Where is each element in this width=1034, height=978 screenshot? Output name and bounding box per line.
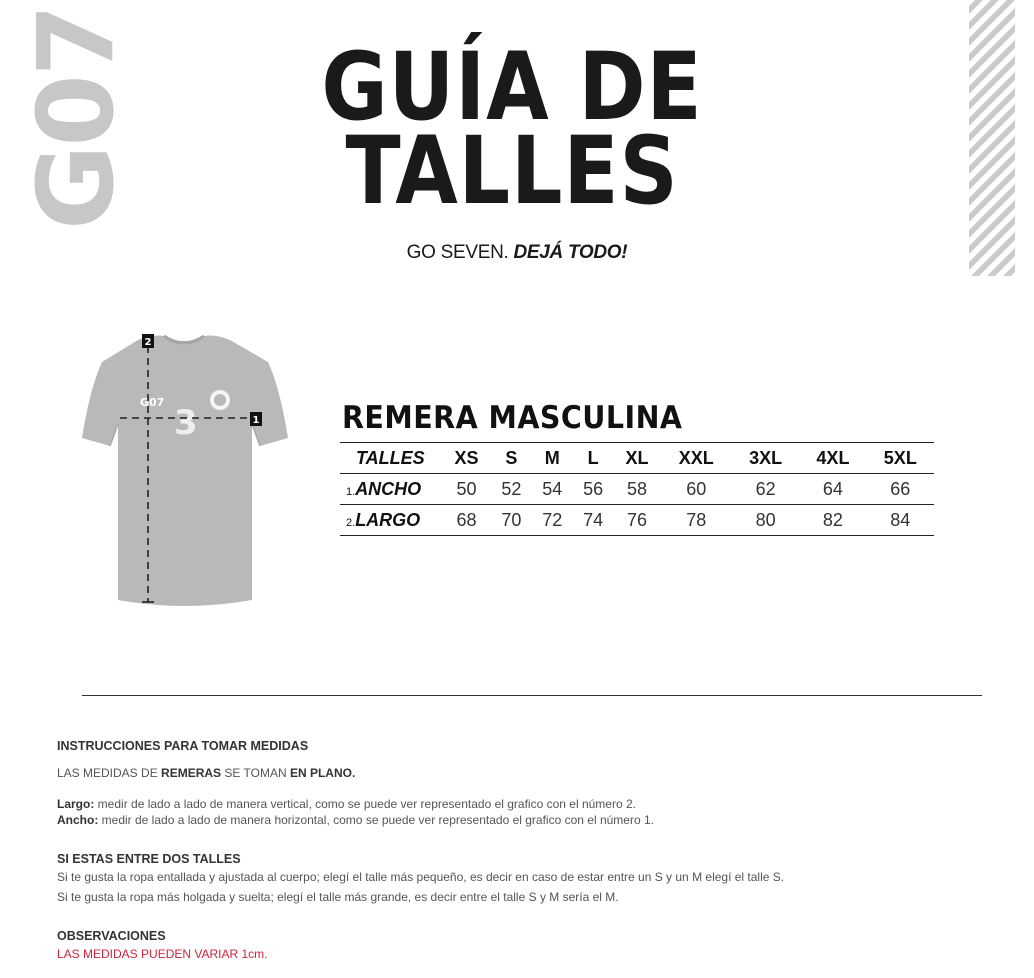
decorative-stripes — [969, 0, 1015, 276]
slogan-plain: GO SEVEN. — [406, 242, 509, 263]
size-header-cell: XXL — [661, 443, 732, 474]
size-table-row — [340, 474, 934, 505]
size-header-cell: L — [573, 443, 614, 474]
size-header-cell: 3XL — [732, 443, 799, 474]
shirt-body — [82, 336, 288, 607]
observations-heading: OBSERVACIONES — [57, 929, 166, 943]
size-row-prefix: 1. — [346, 485, 356, 498]
instructions-heading: INSTRUCCIONES PARA TOMAR MEDIDAS — [57, 739, 309, 753]
size-value-cell: 72 — [532, 505, 573, 536]
section-divider — [82, 695, 982, 696]
size-header-cell: XS — [442, 443, 491, 474]
instructions-line-1-part-d: EN PLANO. — [289, 766, 356, 780]
size-value-cell: 74 — [573, 505, 614, 536]
size-header-cell: 4XL — [799, 443, 866, 474]
size-value-cell: 78 — [661, 505, 732, 536]
brand-side-logo-text: G07 — [15, 5, 137, 231]
observations-text: LAS MEDIDAS PUEDEN VARIAR 1cm. — [57, 947, 268, 961]
instructions-largo-text: medir de lado a lado de manera vertical, como se puede ver representado el grafico con el número 2. — [94, 797, 636, 811]
instructions-line-1 — [57, 766, 355, 780]
stripe — [969, 280, 1015, 334]
size-value-cell: 54 — [532, 474, 573, 505]
size-value-cell: 62 — [732, 474, 799, 505]
size-value-cell: 70 — [491, 505, 532, 536]
size-row-name: ANCHO — [355, 478, 422, 499]
size-value-cell: 82 — [799, 505, 866, 536]
size-table-header-row — [340, 443, 934, 474]
size-chart-title: REMERA MASCULINA — [342, 400, 683, 436]
size-header-cell: S — [491, 443, 532, 474]
size-row-prefix: 2. — [346, 516, 356, 529]
instructions-line-1-part-b: REMERAS — [161, 766, 222, 780]
size-value-cell: 68 — [442, 505, 491, 536]
size-value-cell: 56 — [573, 474, 614, 505]
instructions-largo — [57, 797, 636, 811]
size-row-name: LARGO — [355, 509, 421, 530]
page-title — [72, 33, 953, 226]
size-value-cell: 66 — [867, 474, 934, 505]
size-value-cell: 50 — [442, 474, 491, 505]
stripe — [969, 296, 1015, 350]
size-row-label — [340, 474, 442, 505]
slogan — [0, 242, 1034, 264]
size-value-cell: 84 — [867, 505, 934, 536]
instructions-line-1-part-c: SE TOMAN — [221, 766, 290, 780]
instructions-ancho — [57, 813, 654, 827]
page-title-line-2: TALLES — [345, 117, 679, 226]
between-sizes-line-2: Si te gusta la ropa más holgada y suelta; elegí el talle más grande, es decir entre el talle S y M sería el M. — [57, 890, 619, 904]
size-value-cell: 60 — [661, 474, 732, 505]
instructions-line-1-part-a: LAS MEDIDAS DE — [57, 766, 162, 780]
size-value-cell: 80 — [732, 505, 799, 536]
size-table-header-label: TALLES — [340, 443, 442, 474]
between-sizes-heading: SI ESTAS ENTRE DOS TALLES — [57, 852, 241, 866]
slogan-bold: DEJÁ TODO! — [513, 242, 628, 263]
size-value-cell: 64 — [799, 474, 866, 505]
shirt-number: 3 — [174, 403, 198, 443]
size-header-cell: M — [532, 443, 573, 474]
instructions-largo-label: Largo: — [57, 797, 95, 811]
size-value-cell: 52 — [491, 474, 532, 505]
size-header-cell: 5XL — [867, 443, 934, 474]
instructions-ancho-label: Ancho: — [57, 813, 99, 827]
size-table-row — [340, 505, 934, 536]
size-table — [340, 442, 934, 536]
marker-1-label: 1 — [252, 415, 260, 426]
size-row-label — [340, 505, 442, 536]
shirt-logo: G07 — [140, 396, 165, 409]
shirt-illustration — [80, 328, 290, 608]
instructions-ancho-text: medir de lado a lado de manera horizontal, como se puede ver representado el grafico con el número 1. — [98, 813, 654, 827]
size-header-cell: XL — [614, 443, 661, 474]
page-title-line-1: GUÍA DE — [321, 33, 703, 142]
size-value-cell: 58 — [614, 474, 661, 505]
between-sizes-line-1: Si te gusta la ropa entallada y ajustada al cuerpo; elegí el talle más pequeño, es decir en caso de estar entre un S y un M elegí el talle S. — [57, 870, 785, 884]
marker-2-label: 2 — [144, 337, 152, 348]
size-value-cell: 76 — [614, 505, 661, 536]
